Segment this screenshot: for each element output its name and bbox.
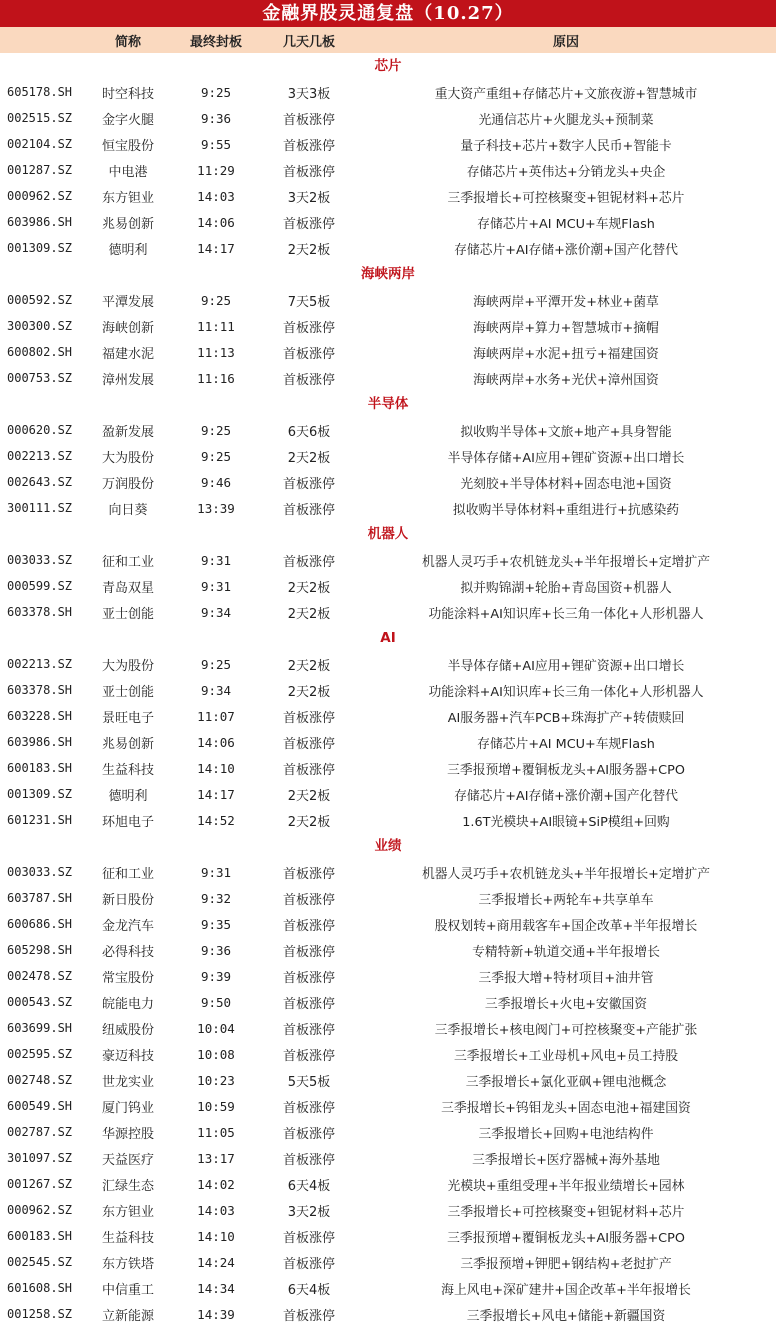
reason: 存储芯片+AI存储+涨价潮+国产化替代 <box>454 242 678 258</box>
table-row <box>0 989 776 1015</box>
days-boards: 首板涨停 <box>282 216 335 232</box>
stock-code: 603378.SH <box>7 683 73 697</box>
table-header <box>0 27 776 53</box>
stock-name: 时空科技 <box>101 86 154 102</box>
stock-code: 000620.SZ <box>7 423 73 437</box>
stock-code: 603787.SH <box>7 891 73 905</box>
table-row <box>0 937 776 963</box>
reason: 光刻胶+半导体材料+固态电池+国资 <box>460 476 672 492</box>
seal-time: 14:02 <box>197 1176 235 1192</box>
table-row <box>0 1015 776 1041</box>
days-boards: 首板涨停 <box>282 1152 335 1168</box>
stock-code: 000962.SZ <box>7 1203 73 1217</box>
stock-name: 德明利 <box>108 788 148 804</box>
table-row <box>0 313 776 339</box>
seal-time: 9:25 <box>200 448 232 464</box>
seal-time: 14:17 <box>197 240 235 256</box>
reason: 股权划转+商用载客车+国企改革+半年报增长 <box>434 918 698 934</box>
seal-time: 9:50 <box>200 994 232 1010</box>
table-row <box>0 703 776 729</box>
table-row <box>0 1145 776 1171</box>
table-row <box>0 1067 776 1093</box>
stock-code: 002545.SZ <box>7 1255 73 1269</box>
reason: 1.6T光模块+AI眼镜+SiP模组+回购 <box>462 814 670 830</box>
stock-code: 601231.SH <box>7 813 73 827</box>
table-row <box>0 1093 776 1119</box>
seal-time: 11:29 <box>197 162 235 178</box>
stock-name: 华源控股 <box>101 1126 154 1142</box>
stock-code: 300300.SZ <box>7 319 73 333</box>
seal-time: 14:06 <box>197 214 235 230</box>
days-boards: 首板涨停 <box>282 554 335 570</box>
stock-name: 生益科技 <box>101 762 154 778</box>
days-boards: 首板涨停 <box>282 866 335 882</box>
reason: 重大资产重组+存储芯片+文旅夜游+智慧城市 <box>434 86 698 102</box>
stock-code: 002748.SZ <box>7 1073 73 1087</box>
table-row <box>0 183 776 209</box>
table-row <box>0 417 776 443</box>
seal-time: 9:32 <box>200 890 232 906</box>
stock-name: 豪迈科技 <box>101 1048 154 1064</box>
days-boards: 6天6板 <box>287 424 331 440</box>
stock-name: 汇绿生态 <box>101 1178 154 1194</box>
days-boards: 6天4板 <box>287 1282 331 1298</box>
days-boards: 2天2板 <box>287 814 331 830</box>
seal-time: 11:13 <box>197 344 235 360</box>
days-boards: 首板涨停 <box>282 1022 335 1038</box>
stock-code: 000599.SZ <box>7 579 73 593</box>
page-title: 金融界股灵通复盘（10.27） <box>0 0 776 27</box>
table-row <box>0 469 776 495</box>
stock-code: 002595.SZ <box>7 1047 73 1061</box>
days-boards: 7天5板 <box>287 294 331 310</box>
table-row <box>0 677 776 703</box>
stock-code: 600183.SH <box>7 1229 73 1243</box>
table-row <box>0 547 776 573</box>
stock-name: 征和工业 <box>101 554 154 570</box>
table-row <box>0 1249 776 1275</box>
stock-name: 必得科技 <box>101 944 154 960</box>
table-row <box>0 1301 776 1327</box>
section-title: 半导体 <box>367 396 409 412</box>
table-row <box>0 443 776 469</box>
reason: 三季报增长+回购+电池结构件 <box>478 1126 654 1142</box>
seal-time: 9:55 <box>200 136 232 152</box>
reason: 存储芯片+AI MCU+车规Flash <box>477 216 655 232</box>
stock-name: 环旭电子 <box>101 814 154 830</box>
header-name: 简称 <box>114 34 141 50</box>
stock-code: 000543.SZ <box>7 995 73 1009</box>
stock-code: 600802.SH <box>7 345 73 359</box>
reason: 三季报增长+工业母机+风电+员工持股 <box>453 1048 679 1064</box>
stock-name: 景旺电子 <box>101 710 154 726</box>
stock-name: 盈新发展 <box>101 424 154 440</box>
stock-code: 002478.SZ <box>7 969 73 983</box>
stock-name: 新日股份 <box>101 892 154 908</box>
reason: 三季报增长+风电+储能+新疆国资 <box>466 1308 666 1324</box>
stock-name: 向日葵 <box>108 502 148 518</box>
stock-name: 海峡创新 <box>101 320 154 336</box>
seal-time: 11:05 <box>197 1124 235 1140</box>
reason: 海上风电+深矿建井+国企改革+半年报增长 <box>441 1282 691 1298</box>
seal-time: 13:17 <box>197 1150 235 1166</box>
stock-code: 002515.SZ <box>7 111 73 125</box>
seal-time: 11:11 <box>197 318 235 334</box>
section-title: 芯片 <box>374 58 402 74</box>
days-boards: 首板涨停 <box>282 1126 335 1142</box>
table-row <box>0 287 776 313</box>
table-body <box>0 53 776 1327</box>
seal-time: 9:31 <box>200 578 232 594</box>
seal-time: 9:25 <box>200 422 232 438</box>
days-boards: 2天2板 <box>287 788 331 804</box>
days-boards: 首板涨停 <box>282 1256 335 1272</box>
table-row <box>0 729 776 755</box>
table-row <box>0 1223 776 1249</box>
stock-name: 世龙实业 <box>101 1074 154 1090</box>
days-boards: 首板涨停 <box>282 1308 335 1324</box>
seal-time: 10:08 <box>197 1046 235 1062</box>
stock-code: 001287.SZ <box>7 163 73 177</box>
table-row <box>0 859 776 885</box>
seal-time: 14:34 <box>197 1280 235 1296</box>
days-boards: 2天2板 <box>287 684 331 700</box>
stock-code: 600686.SH <box>7 917 73 931</box>
table-row <box>0 365 776 391</box>
stock-name: 金字火腿 <box>101 112 154 128</box>
days-boards: 2天2板 <box>287 242 331 258</box>
seal-time: 9:46 <box>200 474 232 490</box>
table-row <box>0 885 776 911</box>
reason: 三季报增长+可控核聚变+钽铌材料+芯片 <box>447 190 685 206</box>
seal-time: 9:31 <box>200 552 232 568</box>
stock-name: 万润股份 <box>101 476 154 492</box>
reason: 海峡两岸+算力+智慧城市+摘帽 <box>473 320 659 336</box>
header-code <box>0 27 92 53</box>
section-title: 业绩 <box>374 838 402 854</box>
reason: 量子科技+芯片+数字人民币+智能卡 <box>460 138 672 154</box>
table-row <box>0 131 776 157</box>
reason: 三季报增长+核电阀门+可控核聚变+产能扩张 <box>434 1022 698 1038</box>
table-row <box>0 1275 776 1301</box>
stock-name: 常宝股份 <box>101 970 154 986</box>
section-title: 海峡两岸 <box>361 266 415 282</box>
stock-code: 605178.SH <box>7 85 73 99</box>
stock-name: 兆易创新 <box>101 736 154 752</box>
header-seal-time: 最终封板 <box>189 34 242 50</box>
stock-code: 603699.SH <box>7 1021 73 1035</box>
days-boards: 首板涨停 <box>282 1048 335 1064</box>
stock-code: 002643.SZ <box>7 475 73 489</box>
stock-name: 金龙汽车 <box>101 918 154 934</box>
seal-time: 9:36 <box>200 110 232 126</box>
stock-name: 东方铁塔 <box>101 1256 154 1272</box>
seal-time: 10:23 <box>197 1072 235 1088</box>
stock-name: 东方钽业 <box>101 190 154 206</box>
days-boards: 首板涨停 <box>282 320 335 336</box>
table-row <box>0 573 776 599</box>
reason: 海峡两岸+水务+光伏+漳州国资 <box>473 372 659 388</box>
seal-time: 9:25 <box>200 292 232 308</box>
stock-name: 厦门钨业 <box>101 1100 154 1116</box>
header-days-boards: 几天几板 <box>282 34 335 50</box>
reason: 三季报预增+覆铜板龙头+AI服务器+CPO <box>447 1230 685 1246</box>
seal-time: 14:10 <box>197 760 235 776</box>
stock-code: 601608.SH <box>7 1281 73 1295</box>
days-boards: 首板涨停 <box>282 112 335 128</box>
table-row <box>0 963 776 989</box>
days-boards: 首板涨停 <box>282 970 335 986</box>
stock-code: 001309.SZ <box>7 241 73 255</box>
reason: 光模块+重组受理+半年报业绩增长+园林 <box>447 1178 685 1194</box>
reason: 拟并购锦湖+轮胎+青岛国资+机器人 <box>460 580 672 596</box>
stock-name: 中电港 <box>108 164 148 180</box>
reason: 功能涂料+AI知识库+长三角一体化+人形机器人 <box>428 606 704 622</box>
days-boards: 首板涨停 <box>282 736 335 752</box>
reason: AI服务器+汽车PCB+珠海扩产+转债赎回 <box>447 710 685 726</box>
stock-code: 603378.SH <box>7 605 73 619</box>
seal-time: 14:10 <box>197 1228 235 1244</box>
stock-code: 002213.SZ <box>7 657 73 671</box>
stock-name: 大为股份 <box>101 450 154 466</box>
stock-name: 兆易创新 <box>101 216 154 232</box>
table-row <box>0 235 776 261</box>
stock-name: 亚士创能 <box>101 606 154 622</box>
seal-time: 13:39 <box>197 500 235 516</box>
stock-code: 603986.SH <box>7 215 73 229</box>
stock-code: 000592.SZ <box>7 293 73 307</box>
seal-time: 14:03 <box>197 188 235 204</box>
seal-time: 9:35 <box>200 916 232 932</box>
reason: 三季报增长+医疗器械+海外基地 <box>472 1152 660 1168</box>
seal-time: 14:17 <box>197 786 235 802</box>
stock-code: 002787.SZ <box>7 1125 73 1139</box>
days-boards: 首板涨停 <box>282 710 335 726</box>
seal-time: 11:16 <box>197 370 235 386</box>
days-boards: 首板涨停 <box>282 1230 335 1246</box>
stock-code: 605298.SH <box>7 943 73 957</box>
days-boards: 3天2板 <box>287 1204 331 1220</box>
seal-time: 9:31 <box>200 864 232 880</box>
days-boards: 首板涨停 <box>282 138 335 154</box>
table-row <box>0 1119 776 1145</box>
reason: 光通信芯片+火腿龙头+预制菜 <box>478 112 654 128</box>
days-boards: 6天4板 <box>287 1178 331 1194</box>
days-boards: 首板涨停 <box>282 892 335 908</box>
reason: 三季报预增+钾肥+钢结构+老挝扩产 <box>460 1256 672 1272</box>
seal-time: 14:24 <box>197 1254 235 1270</box>
days-boards: 首板涨停 <box>282 918 335 934</box>
reason: 功能涂料+AI知识库+长三角一体化+人形机器人 <box>428 684 704 700</box>
table-row <box>0 157 776 183</box>
days-boards: 首板涨停 <box>282 762 335 778</box>
days-boards: 首板涨停 <box>282 372 335 388</box>
stock-code: 003033.SZ <box>7 865 73 879</box>
days-boards: 2天2板 <box>287 658 331 674</box>
seal-time: 14:03 <box>197 1202 235 1218</box>
seal-time: 9:36 <box>200 942 232 958</box>
reason: 机器人灵巧手+农机链龙头+半年报增长+定增扩产 <box>421 866 711 882</box>
reason: 三季报增长+钨钼龙头+固态电池+福建国资 <box>441 1100 691 1116</box>
reason: 三季报增长+氯化亚砜+锂电池概念 <box>465 1074 667 1090</box>
days-boards: 3天2板 <box>287 190 331 206</box>
reason: 专精特新+轨道交通+半年报增长 <box>472 944 660 960</box>
table-row <box>0 79 776 105</box>
days-boards: 2天2板 <box>287 450 331 466</box>
reason: 拟收购半导体材料+重组进行+抗感染药 <box>452 502 680 518</box>
stock-code: 001309.SZ <box>7 787 73 801</box>
stock-name: 亚士创能 <box>101 684 154 700</box>
seal-time: 14:06 <box>197 734 235 750</box>
seal-time: 14:52 <box>197 812 235 828</box>
reason: 三季报预增+覆铜板龙头+AI服务器+CPO <box>447 762 685 778</box>
table-row <box>0 651 776 677</box>
stock-code: 002104.SZ <box>7 137 73 151</box>
seal-time: 11:07 <box>197 708 235 724</box>
days-boards: 首板涨停 <box>282 996 335 1012</box>
table-row <box>0 339 776 365</box>
stock-name: 青岛双星 <box>101 580 154 596</box>
reason: 存储芯片+英伟达+分销龙头+央企 <box>466 164 666 180</box>
stock-code: 000962.SZ <box>7 189 73 203</box>
stock-code: 600549.SH <box>7 1099 73 1113</box>
table-row <box>0 807 776 833</box>
table-row <box>0 755 776 781</box>
seal-time: 9:25 <box>200 656 232 672</box>
reason: 机器人灵巧手+农机链龙头+半年报增长+定增扩产 <box>421 554 711 570</box>
stock-code: 003033.SZ <box>7 553 73 567</box>
stock-code: 001258.SZ <box>7 1307 73 1321</box>
seal-time: 9:34 <box>200 604 232 620</box>
stock-name: 大为股份 <box>101 658 154 674</box>
reason: 存储芯片+AI存储+涨价潮+国产化替代 <box>454 788 678 804</box>
stock-name: 德明利 <box>108 242 148 258</box>
seal-time: 9:34 <box>200 682 232 698</box>
stock-name: 漳州发展 <box>101 372 154 388</box>
stock-code: 000753.SZ <box>7 371 73 385</box>
days-boards: 首板涨停 <box>282 1100 335 1116</box>
table-row <box>0 599 776 625</box>
stock-name: 平潭发展 <box>101 294 154 310</box>
days-boards: 首板涨停 <box>282 164 335 180</box>
header-reason: 原因 <box>552 34 579 50</box>
table-row <box>0 495 776 521</box>
table-row <box>0 209 776 235</box>
seal-time: 9:25 <box>200 84 232 100</box>
reason: 海峡两岸+平潭开发+林业+菌草 <box>473 294 659 310</box>
days-boards: 首板涨停 <box>282 944 335 960</box>
seal-time: 14:39 <box>197 1306 235 1322</box>
table-row <box>0 1171 776 1197</box>
reason: 三季报大增+特材项目+油井管 <box>478 970 654 986</box>
stock-name: 中信重工 <box>101 1282 154 1298</box>
reason: 三季报增长+火电+安徽国资 <box>484 996 648 1012</box>
stock-code: 001267.SZ <box>7 1177 73 1191</box>
reason: 海峡两岸+水泥+扭亏+福建国资 <box>473 346 659 362</box>
stock-name: 皖能电力 <box>101 996 154 1012</box>
stock-name: 征和工业 <box>101 866 154 882</box>
table-row <box>0 1197 776 1223</box>
stock-code: 002213.SZ <box>7 449 73 463</box>
stock-code: 301097.SZ <box>7 1151 73 1165</box>
seal-time: 9:39 <box>200 968 232 984</box>
stock-name: 生益科技 <box>101 1230 154 1246</box>
reason: 半导体存储+AI应用+锂矿资源+出口增长 <box>447 658 685 674</box>
seal-time: 10:59 <box>197 1098 235 1114</box>
reason: 存储芯片+AI MCU+车规Flash <box>477 736 655 752</box>
days-boards: 2天2板 <box>287 580 331 596</box>
table-row <box>0 911 776 937</box>
stock-code: 603228.SH <box>7 709 73 723</box>
section-title: 机器人 <box>367 526 409 542</box>
seal-time: 10:04 <box>197 1020 235 1036</box>
reason: 半导体存储+AI应用+锂矿资源+出口增长 <box>447 450 685 466</box>
days-boards: 首板涨停 <box>282 346 335 362</box>
stock-name: 天益医疗 <box>101 1152 154 1168</box>
days-boards: 首板涨停 <box>282 476 335 492</box>
stock-code: 603986.SH <box>7 735 73 749</box>
stock-name: 纽威股份 <box>101 1022 154 1038</box>
reason: 三季报增长+可控核聚变+钽铌材料+芯片 <box>447 1204 685 1220</box>
reason: 拟收购半导体+文旅+地产+具身智能 <box>460 424 672 440</box>
reason: 三季报增长+两轮车+共享单车 <box>478 892 654 908</box>
table-row <box>0 781 776 807</box>
table-row <box>0 105 776 131</box>
stock-code: 600183.SH <box>7 761 73 775</box>
table-row <box>0 1041 776 1067</box>
days-boards: 首板涨停 <box>282 502 335 518</box>
stock-name: 福建水泥 <box>101 346 154 362</box>
days-boards: 3天3板 <box>287 86 331 102</box>
stock-name: 恒宝股份 <box>101 138 154 154</box>
stock-name: 东方钽业 <box>101 1204 154 1220</box>
stock-code: 300111.SZ <box>7 501 73 515</box>
stock-name: 立新能源 <box>101 1308 154 1324</box>
section-title: AI <box>380 630 396 646</box>
days-boards: 5天5板 <box>287 1074 331 1090</box>
days-boards: 2天2板 <box>287 606 331 622</box>
